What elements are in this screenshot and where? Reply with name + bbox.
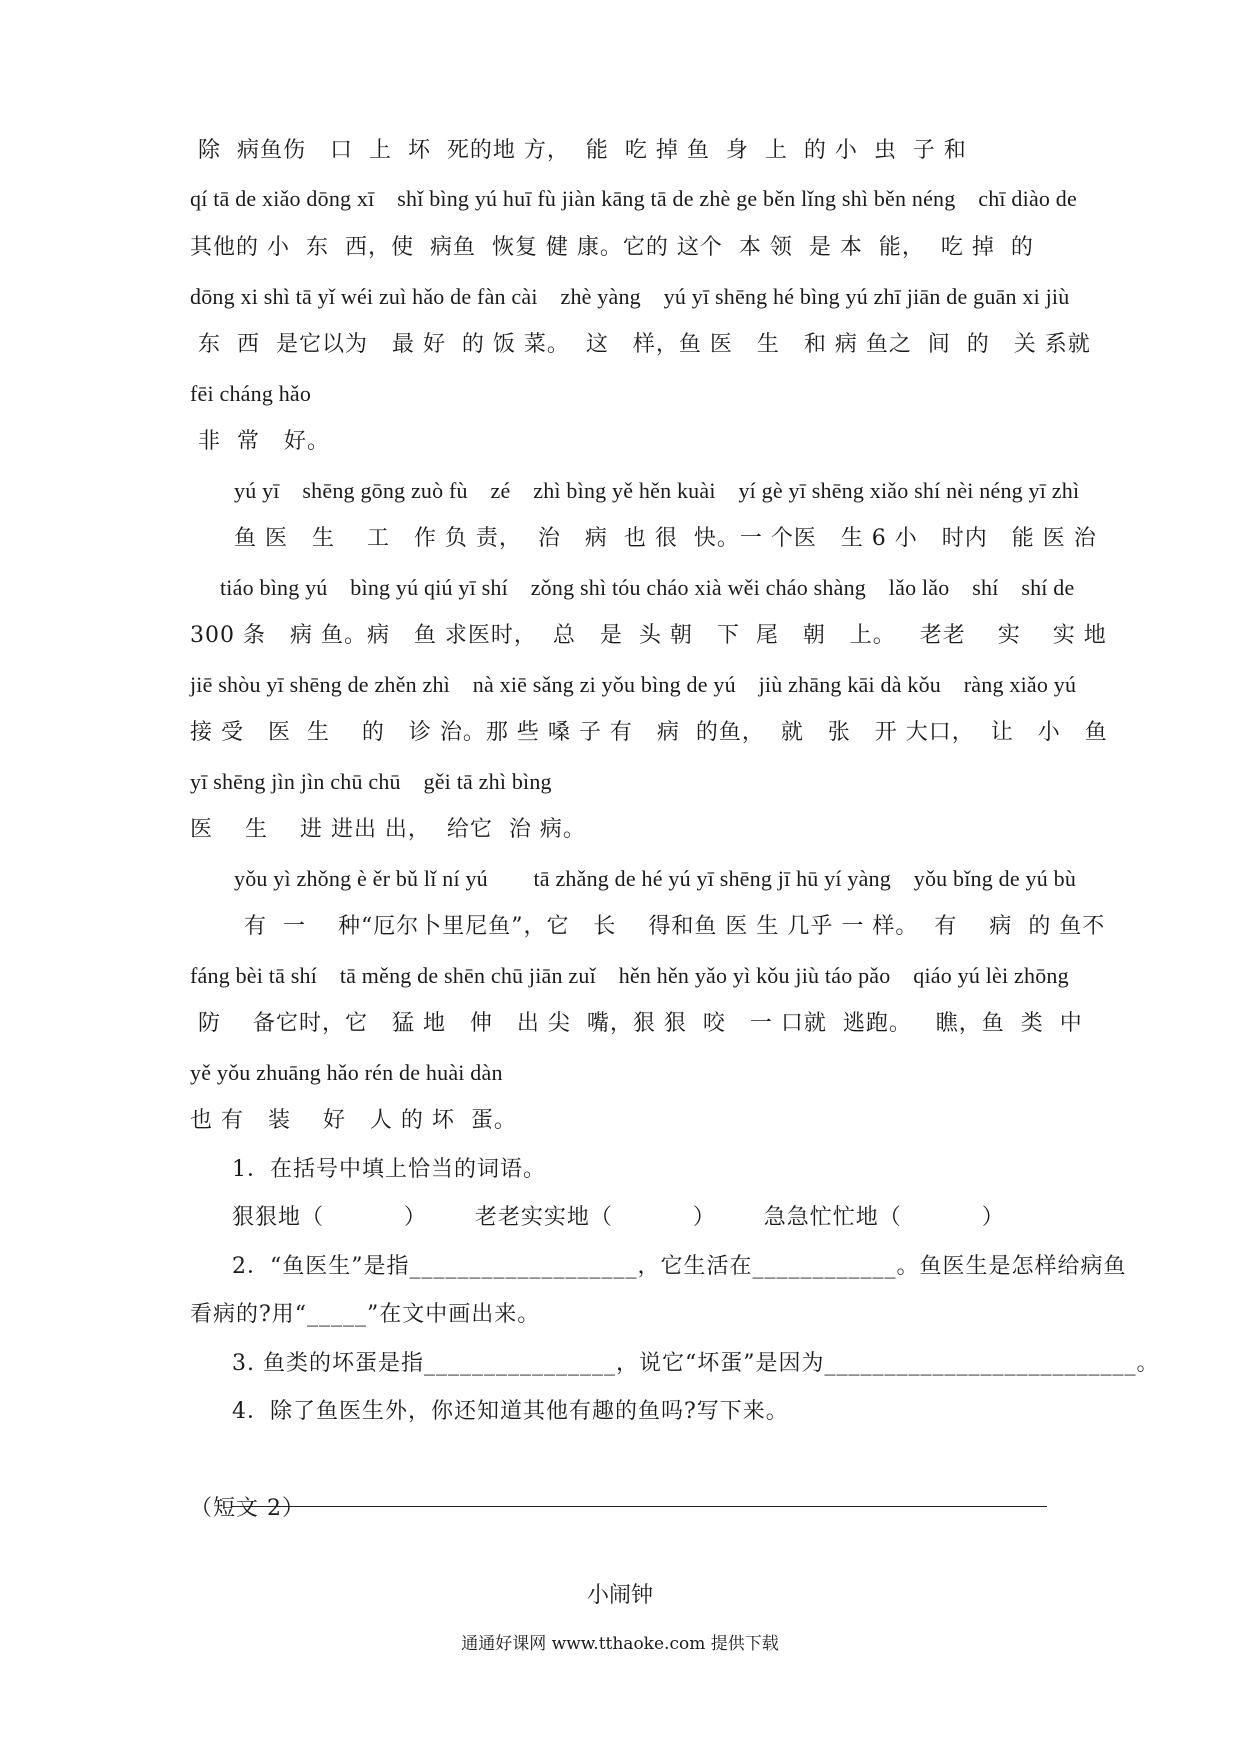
pinyin-line-l2: qí tā de xiǎo dōng xī shǐ bìng yú huī fù jiàn kāng tā de zhè ge běn lǐng shì běn néng chī diào de: [190, 186, 1077, 211]
pinyin-line-l20: yě yǒu zhuāng hǎo rén de huài dàn: [190, 1060, 503, 1085]
page-footer: 通通好课网 www.tthaoke.com 提供下载: [461, 1634, 779, 1654]
text-line-q1a: 狠狠地（ ） 老老实实地（ ） 急急忙忙地（ ）: [232, 1205, 1005, 1230]
text-line-q3: 3. 鱼类的坏蛋是指________________，说它“坏蛋”是因为__________________________。: [232, 1351, 1160, 1376]
text-line-l13: 接 受 医 生 的 诊 治。那 些 嗓 子 有 病 的鱼， 就 张 开 大口， 让 小 鱼: [190, 720, 1108, 745]
text-line-l3: 其他的 小 东 西，使 病鱼 恢复 健 康。它的 这个 本 领 是 本 能， 吃 掉 的: [190, 235, 1034, 260]
text-line-l17: 有 一 种“厄尔卜里尼鱼”，它 长 得和鱼 医 生 几乎 一 样。 有 病 的 鱼不: [244, 914, 1106, 939]
text-line-q1: 1．在括号中填上恰当的词语。: [232, 1157, 546, 1182]
text-line-section: （短文 2）: [190, 1496, 305, 1521]
pinyin-line-l8: yú yī shēng gōng zuò fù zé zhì bìng yě hěn kuài yí gè yī shēng xiǎo shí nèi néng yī zhì: [234, 478, 1080, 503]
pinyin-line-l6: fēi cháng hǎo: [190, 381, 312, 406]
text-line-q2: 2．“鱼医生”是指___________________，它生活在____________。鱼医生是怎样给病鱼: [232, 1254, 1127, 1279]
text-line-l9: 鱼 医 生 工 作 负 责， 治 病 也 很 快。一 个医 生 6 小 时内 能 医 治: [234, 526, 1097, 551]
pinyin-line-l18: fáng bèi tā shí tā měng de shēn chū jiān zuǐ hěn hěn yǎo yì kǒu jiù táo pǎo qiáo yú lèi zhōng: [190, 963, 1069, 988]
text-line-l15: 医 生 进 进出 出， 给它 治 病。: [190, 817, 586, 842]
story-title: 小闹钟: [586, 1583, 653, 1608]
text-line-l7: 非 常 好。: [198, 429, 330, 454]
text-line-l19: 防 备它时，它 猛 地 伸 出 尖 嘴，狠 狠 咬 一 口就 逃跑。 瞧，鱼 类 中: [198, 1011, 1083, 1036]
pinyin-line-l14: yī shēng jìn jìn chū chū gěi tā zhì bìng: [190, 769, 552, 794]
text-line-l1: 除 病鱼伤 口 上 坏 死的地 方， 能 吃 掉 鱼 身 上 的 小 虫 子 和: [198, 138, 967, 163]
pinyin-line-l10: tiáo bìng yú bìng yú qiú yī shí zǒng shì tóu cháo xià wěi cháo shàng lǎo lǎo shí shí de: [220, 575, 1075, 600]
answer-line: [232, 1506, 1047, 1507]
pinyin-line-l16: yǒu yì zhǒng è ěr bǔ lǐ ní yú tā zhǎng de hé yú yī shēng jī hū yí yàng yǒu bǐng de yú bù: [234, 866, 1077, 891]
pinyin-line-l12: jiē shòu yī shēng de zhěn zhì nà xiē sǎng zi yǒu bìng de yú jiù zhāng kāi dà kǒu ràng xiǎo yú: [190, 672, 1077, 697]
pinyin-line-l4: dōng xi shì tā yǐ wéi zuì hǎo de fàn cài zhè yàng yú yī shēng hé bìng yú zhī jiān de guān xi jiù: [190, 284, 1070, 309]
text-line-q4: 4．除了鱼医生外，你还知道其他有趣的鱼吗?写下来。: [232, 1399, 789, 1424]
text-line-l11: 300 条 病 鱼。病 鱼 求医时， 总 是 头 朝 下 尾 朝 上。 老老 实 实 地: [190, 623, 1107, 648]
text-line-l21: 也 有 装 好 人 的 坏 蛋。: [190, 1108, 517, 1133]
text-line-q2b: 看病的?用“_____”在文中画出来。: [190, 1302, 541, 1327]
text-line-l5: 东 西 是它以为 最 好 的 饭 菜。 这 样，鱼 医 生 和 病 鱼之 间 的 关 系就: [198, 332, 1091, 357]
